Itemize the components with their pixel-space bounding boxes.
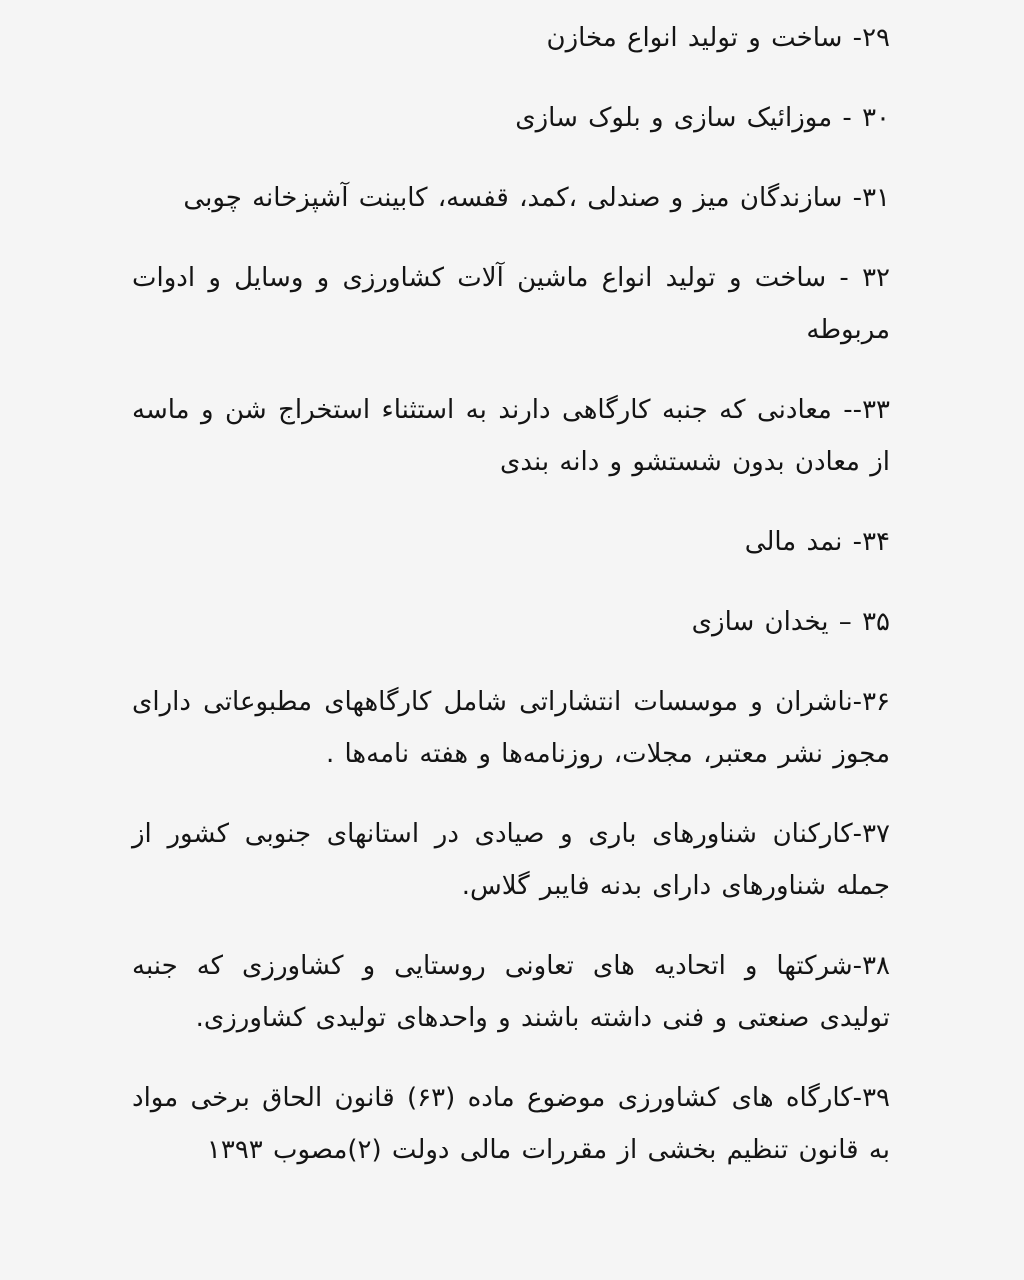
- list-item-35: ۳۵ – یخدان سازی: [691, 607, 890, 637]
- list-item-37: ۳۷-کارکنان شناورهای باری و صیادی در استانهای جنوبی کشور از جمله شناورهای دارای بدنه فایبر گلاس.: [132, 819, 890, 901]
- list-item-29: ۲۹- ساخت و تولید انواع مخازن: [546, 23, 890, 53]
- list-item-36: ۳۶-ناشران و موسسات انتشاراتی شامل کارگاههای مطبوعاتی دارای مجوز نشر معتبر، مجلات، روزنامه‌ها و هفته نامه‌ها .: [132, 687, 890, 769]
- list-item-34: ۳۴- نمد مالی: [744, 527, 890, 557]
- list-item-38: ۳۸-شرکتها و اتحادیه های تعاونی روستایی و کشاورزی که جنبه تولیدی صنعتی و فنی داشته باشند و واحدهای تولیدی کشاورزی.: [132, 951, 890, 1033]
- list-item-39: ۳۹-کارگاه های کشاورزی موضوع ماده (۶۳) قانون الحاق برخی مواد به قانون تنظیم بخشی از مقررات مالی دولت (۲)مصوب ۱۳۹۳: [132, 1083, 890, 1165]
- list-item-30: ۳۰ - موزائیک سازی و بلوک سازی: [515, 103, 890, 133]
- list-item-31: ۳۱- سازندگان میز و صندلی ،کمد، قفسه، کابینت آشپزخانه چوبی: [183, 183, 890, 213]
- list-item-33: ۳۳-- معادنی که جنبه کارگاهی دارند به استثناء استخراج شن و ماسه از معادن بدون شستشو و دانه بندی: [132, 395, 890, 477]
- list-item-32: ۳۲ - ساخت و تولید انواع ماشین آلات کشاورزی و وسایل و ادوات مربوطه: [132, 263, 890, 345]
- document-list: [0, 12, 1024, 1204]
